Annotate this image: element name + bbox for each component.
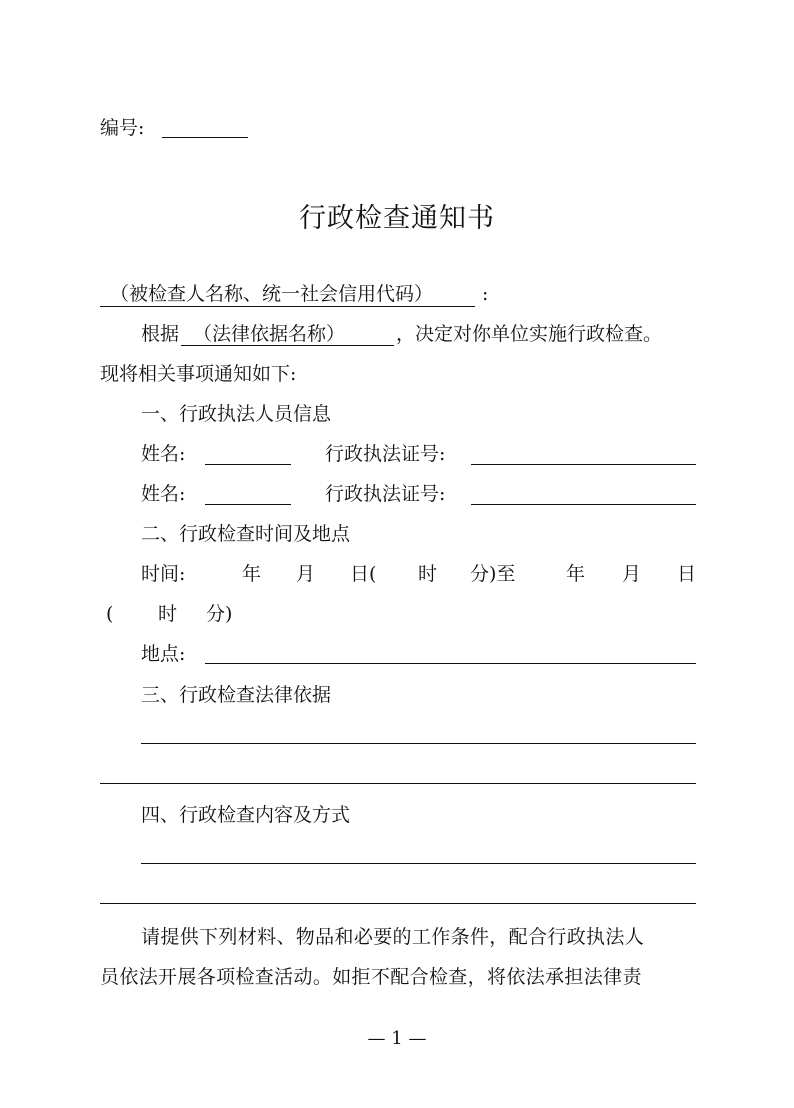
time-minute-2: 分)	[206, 603, 233, 625]
officer-2-name-label: 姓名:	[141, 483, 186, 505]
place-label: 地点:	[141, 643, 186, 665]
content-method-line-2[interactable]	[100, 903, 696, 904]
time-label: 时间:	[141, 563, 186, 585]
page-number: — 1 —	[367, 1028, 427, 1049]
officer-1-cert-field[interactable]	[471, 464, 696, 465]
addressee-placeholder: （被检查人名称、统一社会信用代码）	[110, 283, 434, 305]
officer-1-name-field[interactable]	[205, 464, 291, 465]
time-day-2: 日	[677, 563, 697, 585]
section-3-heading: 三、行政检查法律依据	[141, 684, 332, 706]
legal-basis-line-2[interactable]	[100, 783, 696, 784]
time-row	[0, 565, 794, 587]
intro-suffix: ，决定对你单位实施行政检查。	[396, 323, 663, 345]
time-day-1: 日(	[350, 563, 377, 585]
place-field[interactable]	[205, 663, 696, 664]
document-number-label: 编号:	[100, 117, 145, 139]
officer-1-cert-label: 行政执法证号:	[325, 443, 446, 465]
time-row-2	[0, 605, 794, 627]
time-minute-1: 分)至	[470, 563, 516, 585]
closing-paragraph-line-2: 员依法开展各项检查活动。如拒不配合检查，将依法承担法律责	[100, 966, 642, 988]
officer-2-name-field[interactable]	[205, 504, 291, 505]
time-month-2: 月	[622, 563, 642, 585]
intro-prefix: 根据	[141, 323, 180, 345]
law-placeholder: （法律依据名称）	[193, 323, 346, 345]
closing-paragraph-line-1: 请提供下列材料、物品和必要的工作条件，配合行政执法人	[141, 926, 645, 948]
officer-1-name-label: 姓名:	[141, 443, 186, 465]
content-method-line-1[interactable]	[141, 863, 696, 864]
document-number-field[interactable]	[162, 137, 248, 138]
time-month-1: 月	[296, 563, 316, 585]
time-hour-2: 时	[158, 603, 178, 625]
time-hour-1: 时	[418, 563, 438, 585]
section-4-heading: 四、行政检查内容及方式	[141, 804, 351, 826]
officer-2-cert-field[interactable]	[471, 504, 696, 505]
section-1-heading: 一、行政执法人员信息	[141, 403, 332, 425]
time-open-paren-2: (	[106, 603, 114, 625]
time-year-2: 年	[566, 563, 586, 585]
page-title: 行政检查通知书	[299, 203, 495, 234]
intro-line-2: 现将相关事项通知如下:	[100, 363, 297, 385]
section-2-heading: 二、行政检查时间及地点	[141, 523, 351, 545]
officer-2-cert-label: 行政执法证号:	[325, 483, 446, 505]
addressee-field[interactable]	[100, 306, 475, 307]
time-year-1: 年	[242, 563, 262, 585]
legal-basis-line-1[interactable]	[141, 743, 696, 744]
addressee-colon: :	[482, 283, 489, 305]
law-field[interactable]	[181, 345, 394, 346]
